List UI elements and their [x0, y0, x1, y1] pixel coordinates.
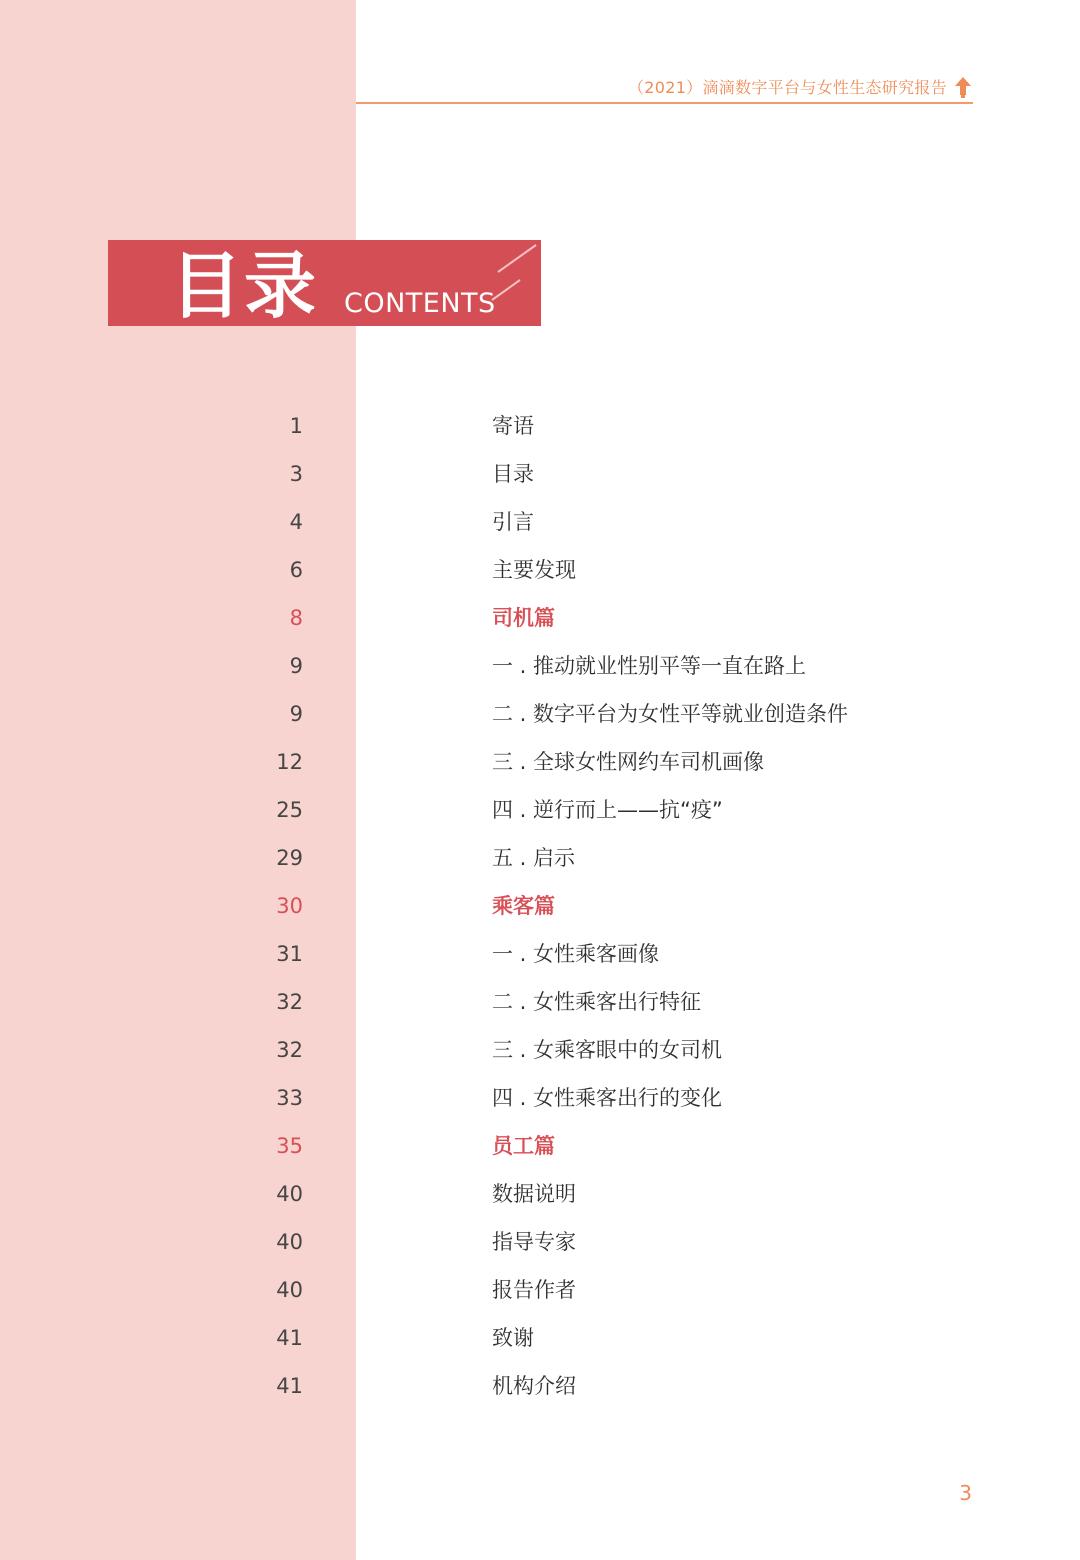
toc-entry-row[interactable]: [0, 450, 1080, 498]
toc-page-number: 1: [289, 414, 303, 438]
toc-page-number: 35: [276, 1134, 303, 1158]
toc-entry-label: 一 . 推动就业性别平等一直在路上: [492, 654, 807, 678]
toc-entry-row[interactable]: [0, 1074, 1080, 1122]
toc-entry-label: 二 . 女性乘客出行特征: [492, 990, 702, 1014]
toc-entry-row[interactable]: [0, 546, 1080, 594]
toc-page-number: 41: [276, 1374, 303, 1398]
toc-page-number: 31: [276, 942, 303, 966]
toc-entry-label: 引言: [492, 510, 534, 534]
toc-entry-row[interactable]: [0, 1218, 1080, 1266]
toc-entry-label: 二 . 数字平台为女性平等就业创造条件: [492, 702, 849, 726]
toc-entry-label: 寄语: [492, 414, 534, 438]
toc-section-label: 乘客篇: [492, 894, 555, 918]
toc-page-number: 29: [276, 846, 303, 870]
toc-page-number: 32: [276, 1038, 303, 1062]
toc-page-number: 6: [289, 558, 303, 582]
running-header: [356, 70, 973, 104]
toc-page-number: 41: [276, 1326, 303, 1350]
toc-entry-row[interactable]: [0, 930, 1080, 978]
toc-page-number: 30: [276, 894, 303, 918]
toc-entry-row[interactable]: [0, 402, 1080, 450]
toc-page-number: 8: [289, 606, 303, 630]
toc-entry-row[interactable]: [0, 1362, 1080, 1410]
toc-entry-row[interactable]: [0, 1266, 1080, 1314]
toc-entry-label: 机构介绍: [492, 1374, 576, 1398]
toc-entry-row[interactable]: [0, 786, 1080, 834]
toc-entry-label: 三 . 全球女性网约车司机画像: [492, 750, 765, 774]
toc-heading-banner: [108, 240, 541, 326]
toc-entry-row[interactable]: [0, 1026, 1080, 1074]
toc-entry-label: 一 . 女性乘客画像: [492, 942, 660, 966]
toc-entry-row[interactable]: [0, 978, 1080, 1026]
toc-entry-row[interactable]: [0, 642, 1080, 690]
toc-entry-label: 三 . 女乘客眼中的女司机: [492, 1038, 723, 1062]
toc-title-en: CONTENTS: [344, 288, 496, 319]
report-title: （2021）滴滴数字平台与女性生态研究报告: [627, 78, 947, 97]
toc-page-number: 40: [276, 1230, 303, 1254]
toc-entry-row[interactable]: [0, 834, 1080, 882]
toc-section-row[interactable]: [0, 594, 1080, 642]
toc-entry-label: 报告作者: [492, 1278, 576, 1302]
toc-entry-label: 致谢: [492, 1326, 534, 1350]
toc-page-number: 3: [289, 462, 303, 486]
toc-list: [0, 402, 1080, 1410]
toc-entry-label: 四 . 女性乘客出行的变化: [492, 1086, 723, 1110]
toc-page-number: 32: [276, 990, 303, 1014]
toc-entry-row[interactable]: [0, 1314, 1080, 1362]
toc-entry-label: 五 . 启示: [492, 846, 576, 870]
toc-entry-row[interactable]: [0, 498, 1080, 546]
toc-entry-row[interactable]: [0, 738, 1080, 786]
toc-section-row[interactable]: [0, 1122, 1080, 1170]
toc-page-number: 25: [276, 798, 303, 822]
toc-section-label: 员工篇: [492, 1134, 555, 1158]
toc-entry-label: 主要发现: [492, 558, 576, 582]
slash-decoration-icon: [108, 240, 541, 326]
toc-entry-label: 四 . 逆行而上——抗“疫”: [492, 798, 723, 822]
toc-page-number: 40: [276, 1278, 303, 1302]
toc-page-number: 9: [289, 702, 303, 726]
toc-title-cn: 目录: [170, 244, 319, 326]
up-arrow-icon: [953, 75, 973, 99]
toc-entry-row[interactable]: [0, 690, 1080, 738]
toc-page-number: 4: [289, 510, 303, 534]
toc-page-number: 33: [276, 1086, 303, 1110]
toc-section-label: 司机篇: [492, 606, 555, 630]
toc-page-number: 12: [276, 750, 303, 774]
toc-page-number: 40: [276, 1182, 303, 1206]
toc-entry-label: 数据说明: [492, 1182, 576, 1206]
toc-page-number: 9: [289, 654, 303, 678]
toc-entry-row[interactable]: [0, 1170, 1080, 1218]
toc-entry-label: 指导专家: [492, 1230, 576, 1254]
page-number: 3: [959, 1481, 972, 1505]
toc-section-row[interactable]: [0, 882, 1080, 930]
toc-entry-label: 目录: [492, 462, 534, 486]
